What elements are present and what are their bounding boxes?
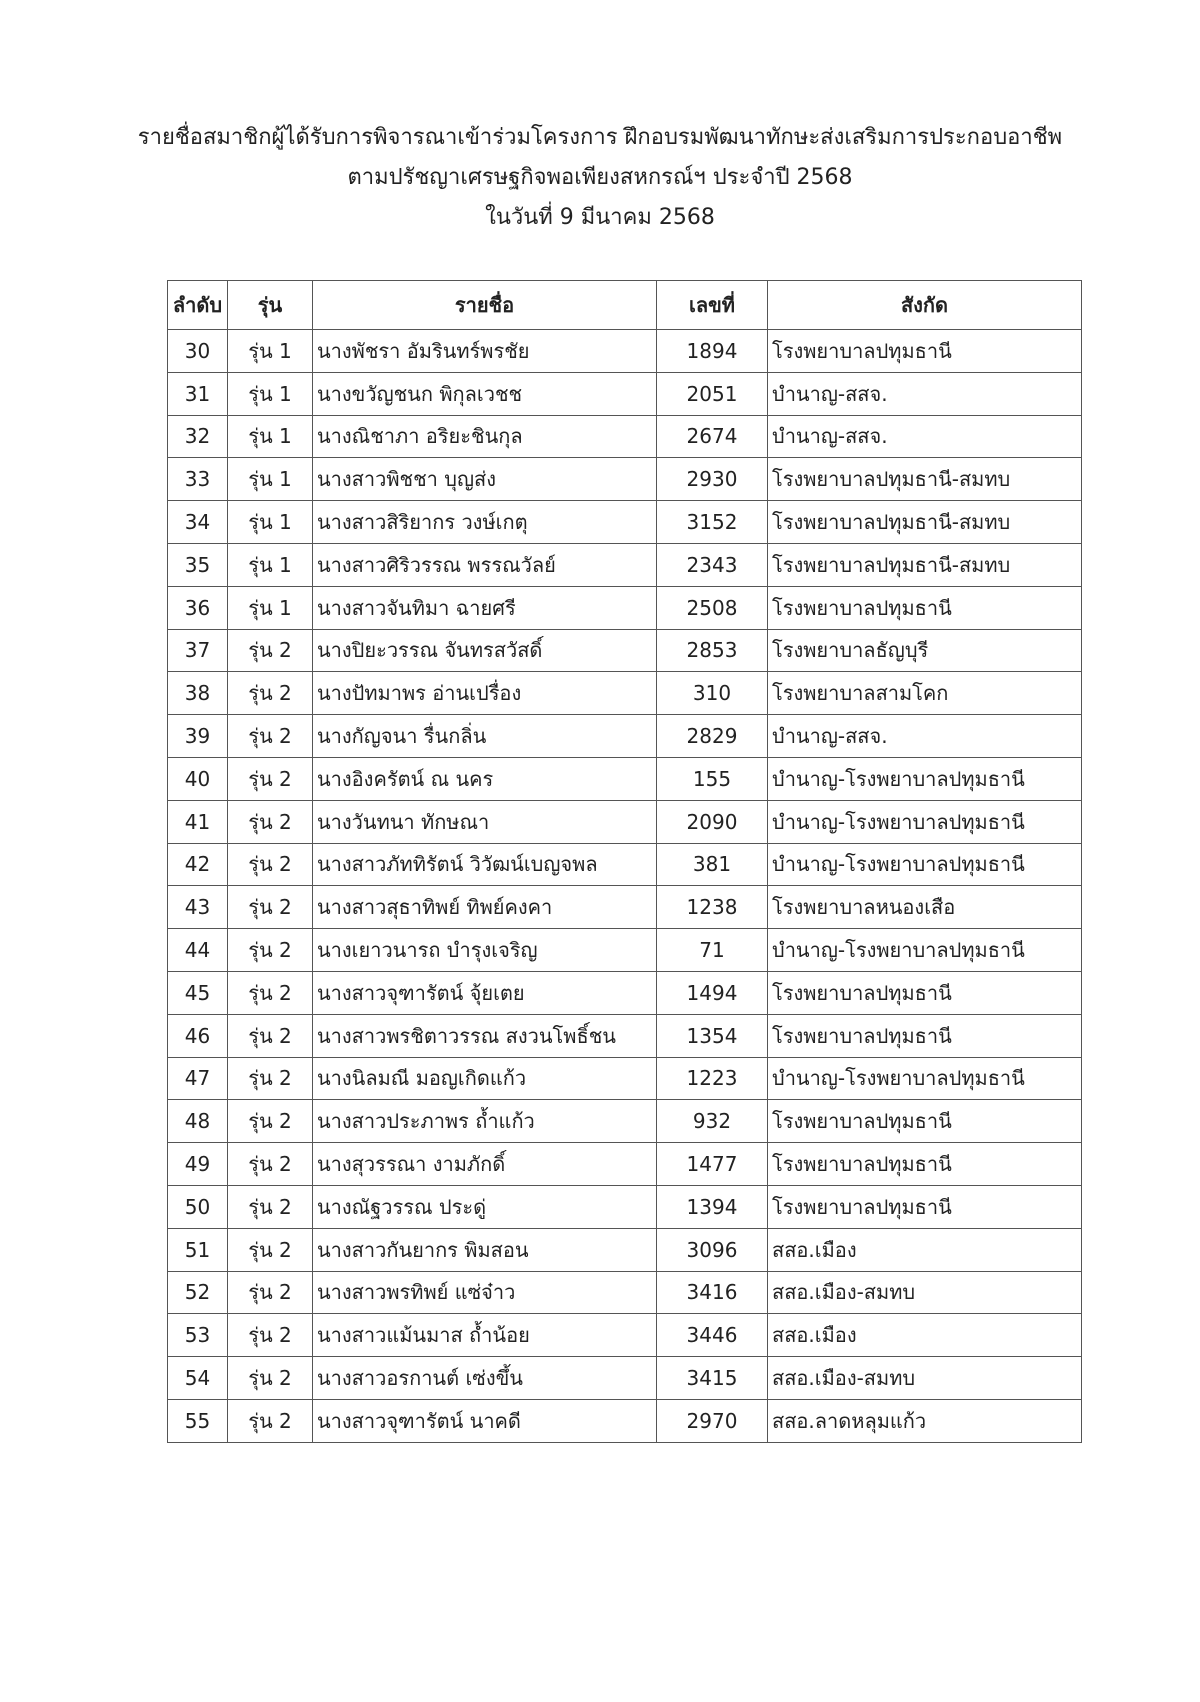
table-row [168,843,1082,886]
cell-name: นางกัญจนา รื่นกลิ่น [313,715,657,758]
cell-batch: รุ่น 2 [228,1014,313,1057]
cell-number: 30 [168,330,228,373]
cell-unit: โรงพยาบาลปทุมธานี-สมทบ [768,458,1082,501]
cell-name: นางปัทมาพร อ่านเปรื่อง [313,672,657,715]
cell-member-id: 1894 [657,330,768,373]
cell-member-id: 932 [657,1100,768,1143]
cell-number: 50 [168,1185,228,1228]
table-row [168,1100,1082,1143]
table-row [168,757,1082,800]
cell-member-id: 3416 [657,1271,768,1314]
cell-number: 32 [168,415,228,458]
cell-unit: โรงพยาบาลปทุมธานี [768,971,1082,1014]
table-row [168,1271,1082,1314]
col-header-name: รายชื่อ [313,281,657,330]
cell-member-id: 310 [657,672,768,715]
cell-name: นางสาวประภาพร ถ้ำแก้ว [313,1100,657,1143]
table-row [168,458,1082,501]
cell-member-id: 3415 [657,1357,768,1400]
cell-number: 37 [168,629,228,672]
cell-member-id: 155 [657,757,768,800]
cell-member-id: 3152 [657,501,768,544]
cell-name: นางณัฐวรรณ ประดู่ [313,1185,657,1228]
table-row [168,1185,1082,1228]
cell-member-id: 1354 [657,1014,768,1057]
cell-unit: บำนาญ-โรงพยาบาลปทุมธานี [768,929,1082,972]
cell-number: 46 [168,1014,228,1057]
cell-member-id: 71 [657,929,768,972]
cell-member-id: 3096 [657,1228,768,1271]
cell-name: นางสาวพิชชา บุญส่ง [313,458,657,501]
cell-number: 42 [168,843,228,886]
cell-batch: รุ่น 2 [228,629,313,672]
cell-member-id: 2051 [657,372,768,415]
cell-batch: รุ่น 2 [228,757,313,800]
table-body [168,330,1082,1443]
cell-batch: รุ่น 2 [228,800,313,843]
cell-number: 44 [168,929,228,972]
table-row [168,543,1082,586]
cell-unit: โรงพยาบาลสามโคก [768,672,1082,715]
cell-member-id: 2829 [657,715,768,758]
cell-unit: บำนาญ-สสจ. [768,715,1082,758]
cell-name: นางปิยะวรรณ จันทรสวัสดิ์ [313,629,657,672]
cell-name: นางสาวภัททิรัตน์ วิวัฒน์เบญจพล [313,843,657,886]
table-row [168,330,1082,373]
cell-name: นางสาวจุฑารัตน์ จุ้ยเตย [313,971,657,1014]
table-row [168,886,1082,929]
cell-batch: รุ่น 2 [228,1357,313,1400]
cell-name: นางสาวพรชิตาวรรณ สงวนโพธิ์ชน [313,1014,657,1057]
cell-batch: รุ่น 2 [228,929,313,972]
cell-member-id: 2508 [657,586,768,629]
table-row [168,372,1082,415]
col-header-member-id: เลขที่ [657,281,768,330]
cell-batch: รุ่น 2 [228,715,313,758]
cell-number: 41 [168,800,228,843]
cell-name: นางพัชรา อัมรินทร์พรชัย [313,330,657,373]
cell-number: 40 [168,757,228,800]
table-row [168,1357,1082,1400]
cell-unit: โรงพยาบาลปทุมธานี [768,586,1082,629]
title-line-1: รายชื่อสมาชิกผู้ได้รับการพิจารณาเข้าร่วมโครงการ ฝึกอบรมพัฒนาทักษะส่งเสริมการประกอบอาชีพ [137,125,1063,150]
cell-unit: สสอ.เมือง [768,1314,1082,1357]
cell-name: นางณิชาภา อริยะชินกุล [313,415,657,458]
table-row [168,929,1082,972]
cell-number: 39 [168,715,228,758]
cell-unit: โรงพยาบาลปทุมธานี [768,1100,1082,1143]
cell-number: 38 [168,672,228,715]
cell-name: นางสาวแม้นมาส ถ้ำน้อย [313,1314,657,1357]
cell-member-id: 2970 [657,1399,768,1442]
table-row [168,629,1082,672]
cell-member-id: 1223 [657,1057,768,1100]
cell-batch: รุ่น 1 [228,501,313,544]
title-line-3: ในวันที่ 9 มีนาคม 2568 [485,205,715,230]
col-header-number: ลำดับ [168,281,228,330]
cell-name: นางสาวพรทิพย์ แซ่จ๋าว [313,1271,657,1314]
cell-number: 53 [168,1314,228,1357]
cell-batch: รุ่น 2 [228,1143,313,1186]
table-row [168,971,1082,1014]
table-row [168,415,1082,458]
cell-batch: รุ่น 2 [228,843,313,886]
cell-unit: สสอ.ลาดหลุมแก้ว [768,1399,1082,1442]
table-row [168,1314,1082,1357]
document-title [0,118,1200,238]
cell-name: นางสาวสุธาทิพย์ ทิพย์คงคา [313,886,657,929]
table-row [168,501,1082,544]
cell-batch: รุ่น 2 [228,886,313,929]
cell-name: นางวันทนา ทักษณา [313,800,657,843]
cell-batch: รุ่น 2 [228,1271,313,1314]
cell-member-id: 1238 [657,886,768,929]
cell-unit: บำนาญ-โรงพยาบาลปทุมธานี [768,800,1082,843]
cell-batch: รุ่น 1 [228,372,313,415]
cell-member-id: 2853 [657,629,768,672]
cell-member-id: 2090 [657,800,768,843]
cell-name: นางเยาวนารถ บำรุงเจริญ [313,929,657,972]
cell-unit: โรงพยาบาลหนองเสือ [768,886,1082,929]
cell-number: 52 [168,1271,228,1314]
col-header-batch: รุ่น [228,281,313,330]
cell-name: นางสาวกันยากร พิมสอน [313,1228,657,1271]
cell-member-id: 1477 [657,1143,768,1186]
cell-number: 47 [168,1057,228,1100]
table-header-row [168,281,1082,330]
cell-unit: บำนาญ-โรงพยาบาลปทุมธานี [768,757,1082,800]
table-row [168,1399,1082,1442]
table-row [168,1057,1082,1100]
col-header-unit: สังกัด [768,281,1082,330]
cell-number: 49 [168,1143,228,1186]
cell-number: 33 [168,458,228,501]
cell-number: 54 [168,1357,228,1400]
cell-unit: โรงพยาบาลปทุมธานี [768,330,1082,373]
cell-batch: รุ่น 1 [228,586,313,629]
cell-batch: รุ่น 1 [228,458,313,501]
cell-batch: รุ่น 2 [228,971,313,1014]
table-row [168,715,1082,758]
cell-unit: โรงพยาบาลปทุมธานี [768,1185,1082,1228]
cell-unit: โรงพยาบาลปทุมธานี [768,1143,1082,1186]
cell-batch: รุ่น 2 [228,1100,313,1143]
cell-batch: รุ่น 2 [228,1314,313,1357]
cell-unit: สสอ.เมือง-สมทบ [768,1271,1082,1314]
cell-unit: โรงพยาบาลปทุมธานี-สมทบ [768,501,1082,544]
cell-number: 35 [168,543,228,586]
cell-member-id: 1494 [657,971,768,1014]
member-table [167,280,1082,1443]
cell-member-id: 2343 [657,543,768,586]
cell-member-id: 2674 [657,415,768,458]
cell-number: 31 [168,372,228,415]
cell-name: นางสุวรรณา งามภักดิ์ [313,1143,657,1186]
cell-batch: รุ่น 1 [228,415,313,458]
table-row [168,672,1082,715]
cell-member-id: 2930 [657,458,768,501]
cell-number: 51 [168,1228,228,1271]
cell-unit: โรงพยาบาลปทุมธานี-สมทบ [768,543,1082,586]
cell-number: 48 [168,1100,228,1143]
cell-unit: สสอ.เมือง [768,1228,1082,1271]
cell-number: 43 [168,886,228,929]
cell-unit: โรงพยาบาลปทุมธานี [768,1014,1082,1057]
table-row [168,1014,1082,1057]
table-row [168,1228,1082,1271]
cell-name: นางอิงครัตน์ ณ นคร [313,757,657,800]
cell-number: 36 [168,586,228,629]
cell-batch: รุ่น 2 [228,1185,313,1228]
cell-number: 34 [168,501,228,544]
table-row [168,800,1082,843]
table-row [168,586,1082,629]
cell-unit: บำนาญ-โรงพยาบาลปทุมธานี [768,1057,1082,1100]
cell-member-id: 381 [657,843,768,886]
cell-name: นางสาวจุฑารัตน์ นาคดี [313,1399,657,1442]
cell-batch: รุ่น 2 [228,672,313,715]
cell-name: นางสาวอรกานต์ เซ่งขึ้น [313,1357,657,1400]
cell-name: นางสาวจันทิมา ฉายศรี [313,586,657,629]
cell-unit: โรงพยาบาลธัญบุรี [768,629,1082,672]
cell-unit: สสอ.เมือง-สมทบ [768,1357,1082,1400]
cell-unit: บำนาญ-โรงพยาบาลปทุมธานี [768,843,1082,886]
cell-name: นางขวัญชนก พิกุลเวชช [313,372,657,415]
cell-number: 45 [168,971,228,1014]
cell-name: นางสาวสิริยากร วงษ์เกตุ [313,501,657,544]
cell-batch: รุ่น 1 [228,330,313,373]
cell-batch: รุ่น 2 [228,1228,313,1271]
cell-number: 55 [168,1399,228,1442]
cell-batch: รุ่น 2 [228,1057,313,1100]
title-line-2: ตามปรัชญาเศรษฐกิจพอเพียงสหกรณ์ฯ ประจำปี 2568 [347,165,853,190]
cell-batch: รุ่น 1 [228,543,313,586]
cell-name: นางนิลมณี มอญเกิดแก้ว [313,1057,657,1100]
cell-member-id: 3446 [657,1314,768,1357]
cell-name: นางสาวศิริวรรณ พรรณวัลย์ [313,543,657,586]
cell-unit: บำนาญ-สสจ. [768,415,1082,458]
cell-member-id: 1394 [657,1185,768,1228]
cell-batch: รุ่น 2 [228,1399,313,1442]
table-row [168,1143,1082,1186]
cell-unit: บำนาญ-สสจ. [768,372,1082,415]
